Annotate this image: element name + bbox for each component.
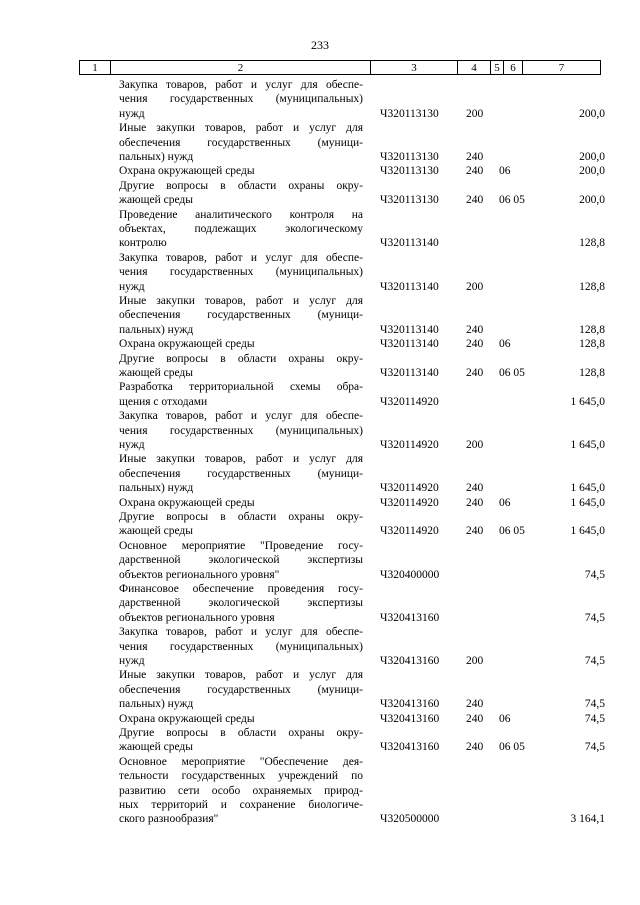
row-expense-type: 240 [466, 496, 484, 509]
table-row [0, 251, 640, 294]
description-line: обеспечения государственных (муници- [119, 136, 363, 149]
row-section: 06 [499, 338, 511, 351]
row-code: Ч320114920 [380, 496, 439, 509]
row-section: 06 05 [499, 194, 525, 207]
row-description [119, 121, 363, 164]
row-amount: 74,5 [584, 611, 605, 624]
row-expense-type: 200 [466, 438, 484, 451]
row-code: Ч320413160 [380, 654, 440, 667]
col-1-header: 1 [80, 61, 111, 75]
row-description [119, 755, 363, 827]
row-expense-type: 200 [466, 654, 484, 667]
description-line: Закупка товаров, работ и услуг для обеспе- [119, 626, 363, 639]
description-line: дарственной экологической экспертизы [119, 554, 363, 567]
description-line: Разработка территориальной схемы обра- [119, 381, 363, 394]
row-description [119, 208, 363, 251]
col-7-header: 7 [523, 61, 601, 75]
row-amount: 200,0 [579, 194, 605, 207]
description-line: Охрана окружающей среды [119, 712, 255, 725]
row-code: Ч320114920 [380, 395, 439, 408]
table-row [0, 712, 640, 726]
row-expense-type: 240 [466, 366, 484, 379]
row-description [119, 179, 363, 208]
description-line: тельности государственных учреждений по [119, 770, 363, 783]
col-5-header: 5 [491, 61, 504, 75]
row-amount: 74,5 [584, 698, 605, 711]
description-line: Другие вопросы в области охраны окру- [119, 352, 363, 365]
description-line: Основное мероприятие "Проведение госу- [119, 539, 363, 552]
page-number: 233 [311, 38, 329, 52]
row-amount: 1 645,0 [570, 496, 605, 509]
description-line: обеспечения государственных (муници- [119, 309, 363, 322]
description-line: пальных) нужд [119, 323, 194, 336]
row-description [119, 337, 363, 351]
row-code: Ч320500000 [380, 813, 440, 826]
row-amount: 200,0 [579, 165, 605, 178]
row-expense-type: 240 [466, 323, 484, 336]
table-row [0, 179, 640, 208]
description-line: жающей среды [119, 525, 194, 538]
row-amount: 128,8 [579, 280, 605, 293]
table-row [0, 208, 640, 251]
row-section: 06 05 [499, 741, 525, 754]
description-line: пальных) нужд [119, 482, 194, 495]
row-description [119, 380, 363, 409]
table-row [0, 539, 640, 582]
description-line: дарственной экологической экспертизы [119, 597, 363, 610]
row-code: Ч320113140 [380, 237, 439, 250]
description-line: Охрана окружающей среды [119, 496, 255, 509]
description-line: нужд [119, 438, 145, 451]
row-amount: 1 645,0 [570, 525, 605, 538]
table-row [0, 380, 640, 409]
row-description [119, 712, 363, 726]
row-code: Ч320114920 [380, 438, 439, 451]
row-expense-type: 240 [466, 741, 484, 754]
description-line: Основное мероприятие "Обеспечение дея- [119, 755, 363, 768]
table-row [0, 164, 640, 178]
row-amount: 200,0 [579, 107, 605, 120]
col-3-header: 3 [371, 61, 458, 75]
table-row [0, 121, 640, 164]
description-line: Другие вопросы в области охраны окру- [119, 727, 363, 739]
row-code: Ч320113130 [380, 150, 439, 163]
row-expense-type: 240 [466, 165, 484, 178]
description-line: ных территорий и сохранение биологиче- [119, 798, 363, 811]
row-amount: 3 164,1 [570, 813, 605, 826]
row-description [119, 582, 363, 625]
row-code: Ч320113130 [380, 165, 439, 178]
description-line: Иные закупки товаров, работ и услуг для [119, 453, 363, 466]
row-description [119, 409, 363, 452]
row-amount: 128,8 [579, 323, 605, 336]
row-expense-type: 200 [466, 280, 484, 293]
col-6-header: 6 [504, 61, 523, 75]
row-code: Ч320113140 [380, 323, 439, 336]
row-expense-type: 240 [466, 194, 484, 207]
row-expense-type: 240 [466, 698, 484, 711]
row-amount: 74,5 [584, 654, 605, 667]
row-amount: 128,8 [579, 338, 605, 351]
col-2-header: 2 [111, 61, 371, 75]
row-description [119, 251, 363, 294]
row-code: Ч320413160 [380, 741, 440, 754]
description-line: чения государственных (муниципальных) [119, 640, 363, 653]
col-4-header: 4 [458, 61, 491, 75]
table-row [0, 409, 640, 452]
row-description [119, 352, 363, 381]
row-code: Ч320413160 [380, 611, 440, 624]
description-line: Иные закупки товаров, работ и услуг для [119, 122, 363, 135]
row-code: Ч320413160 [380, 698, 440, 711]
description-line: жающей среды [119, 741, 194, 754]
row-code: Ч320113130 [380, 194, 439, 207]
row-code: Ч320113140 [380, 366, 439, 379]
table-row [0, 352, 640, 381]
description-line: развитию сети особо охраняемых природ- [119, 784, 363, 797]
row-section: 06 [499, 165, 511, 178]
description-line: Охрана окружающей среды [119, 165, 255, 178]
row-amount: 74,5 [584, 712, 605, 725]
description-line: Иные закупки товаров, работ и услуг для [119, 669, 363, 682]
description-line: чения государственных (муниципальных) [119, 266, 363, 279]
description-line: жающей среды [119, 194, 194, 207]
description-line: Закупка товаров, работ и услуг для обеспе- [119, 79, 363, 91]
description-line: Закупка товаров, работ и услуг для обеспе- [119, 410, 363, 423]
row-description [119, 496, 363, 510]
row-description [119, 294, 363, 337]
description-line: объектах, подлежащих экологическому [119, 222, 363, 235]
row-expense-type: 200 [466, 107, 484, 120]
row-expense-type: 240 [466, 150, 484, 163]
row-description [119, 78, 363, 121]
table-row [0, 668, 640, 711]
row-amount: 200,0 [579, 150, 605, 163]
description-line: Финансовое обеспечение проведения госу- [119, 583, 363, 595]
row-amount: 128,8 [579, 237, 605, 250]
row-section: 06 05 [499, 366, 525, 379]
row-expense-type: 240 [466, 338, 484, 351]
description-line: нужд [119, 107, 145, 120]
row-code: Ч320400000 [380, 568, 440, 581]
description-line: Другие вопросы в области охраны окру- [119, 179, 363, 192]
table-row [0, 294, 640, 337]
description-line: чения государственных (муниципальных) [119, 424, 363, 437]
column-header-row [79, 60, 601, 75]
description-line: Другие вопросы в области охраны окру- [119, 511, 363, 523]
description-line: Охрана окружающей среды [119, 338, 255, 351]
row-expense-type: 240 [466, 482, 484, 495]
row-code: Ч320113140 [380, 280, 439, 293]
row-expense-type: 240 [466, 525, 484, 538]
row-description [119, 668, 363, 711]
description-line: нужд [119, 280, 145, 293]
description-line: нужд [119, 654, 145, 667]
row-description [119, 625, 363, 668]
row-amount: 1 645,0 [570, 395, 605, 408]
row-description [119, 452, 363, 495]
description-line: контролю [119, 237, 167, 250]
row-amount: 74,5 [584, 568, 605, 581]
table-row [0, 582, 640, 625]
row-description [119, 510, 363, 539]
row-section: 06 [499, 712, 511, 725]
row-amount: 1 645,0 [570, 482, 605, 495]
row-code: Ч320113140 [380, 338, 439, 351]
row-amount: 74,5 [584, 741, 605, 754]
description-line: Иные закупки товаров, работ и услуг для [119, 295, 363, 307]
row-section: 06 05 [499, 525, 525, 538]
row-amount: 1 645,0 [570, 438, 605, 451]
table-row [0, 726, 640, 755]
description-line: чения государственных (муниципальных) [119, 93, 363, 106]
description-line: ского разнообразия" [119, 813, 219, 826]
row-section: 06 [499, 496, 511, 509]
row-description [119, 539, 363, 582]
row-code: Ч320113130 [380, 107, 439, 120]
description-line: объектов регионального уровня [119, 611, 275, 624]
row-code: Ч320114920 [380, 482, 439, 495]
description-line: обеспечения государственных (муници- [119, 683, 363, 696]
table-row [0, 337, 640, 351]
table-row [0, 78, 640, 121]
description-line: пальных) нужд [119, 698, 194, 711]
table-row [0, 452, 640, 495]
row-amount: 128,8 [579, 366, 605, 379]
row-expense-type: 240 [466, 712, 484, 725]
row-description [119, 726, 363, 755]
row-description [119, 164, 363, 178]
description-line: Закупка товаров, работ и услуг для обеспе- [119, 251, 363, 264]
row-code: Ч320114920 [380, 525, 439, 538]
table-row [0, 625, 640, 668]
description-line: щения с отходами [119, 395, 208, 408]
description-line: Проведение аналитического контроля на [119, 208, 363, 221]
description-line: обеспечения государственных (муници- [119, 467, 363, 480]
description-line: объектов регионального уровня" [119, 568, 280, 581]
table-row [0, 755, 640, 827]
table-row [0, 496, 640, 510]
description-line: пальных) нужд [119, 150, 194, 163]
description-line: жающей среды [119, 366, 194, 379]
row-code: Ч320413160 [380, 712, 440, 725]
table-row [0, 510, 640, 539]
